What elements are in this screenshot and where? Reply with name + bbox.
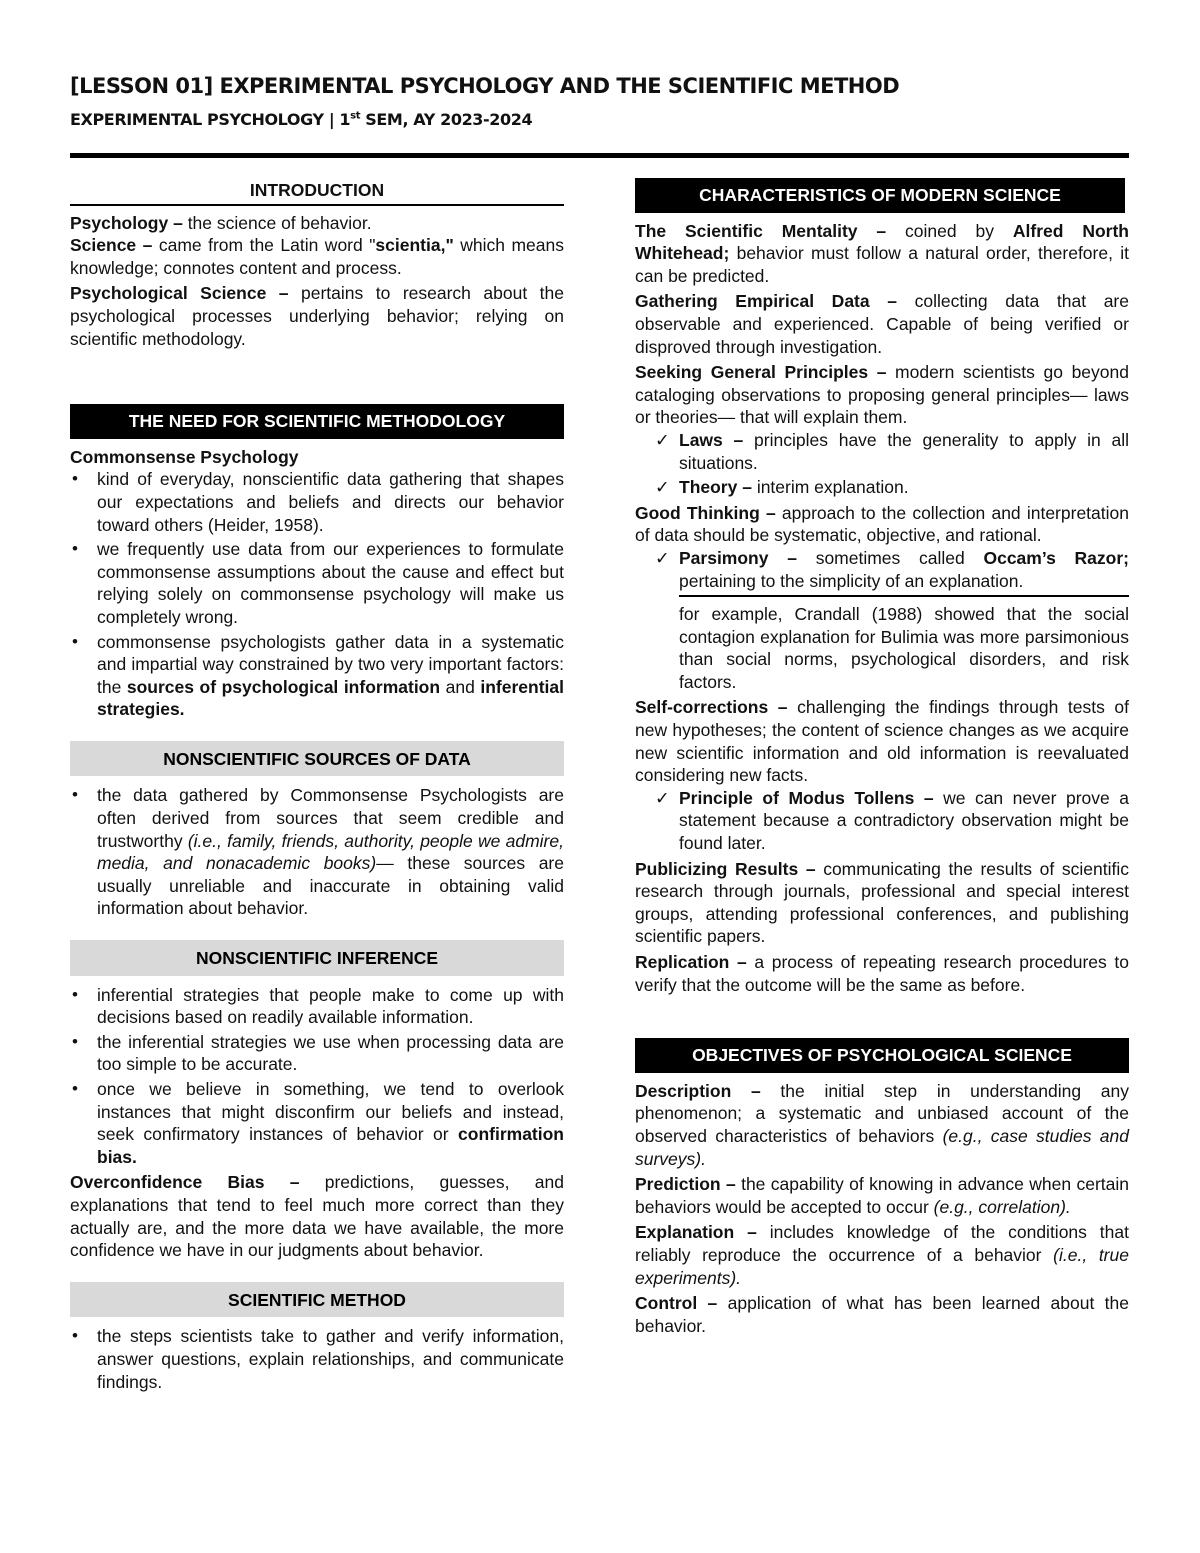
introduction-heading: INTRODUCTION xyxy=(70,176,564,206)
commonsense-list xyxy=(70,468,564,721)
control-objective: Control – application of what has been learned about the behavior. xyxy=(635,1293,1129,1336)
list-item: ✓ Laws – principles have the generality to apply in all situations. xyxy=(655,429,1129,473)
thinking-list xyxy=(635,547,1129,592)
list-item: ✓ Parsimony – sometimes called Occam’s Razor; pertaining to the simplicity of an explanation. xyxy=(655,547,1129,591)
sources-heading: NONSCIENTIFIC SOURCES OF DATA xyxy=(70,741,564,777)
commonsense-subheading: Commonsense Psychology xyxy=(70,446,299,467)
prediction-objective: Prediction – the capability of knowing in advance when certain behaviors would be accepted to occur (e.g., correlation). xyxy=(635,1174,1130,1217)
empirical-data: Gathering Empirical Data – collecting data that are observable and experienced. Capable of being verified or disproved through investigation. xyxy=(635,291,1129,357)
inference-heading: NONSCIENTIFIC INFERENCE xyxy=(70,940,564,976)
list-item: • the data gathered by Commonsense Psychologists are often derived from sources that seem credible and trustworthy (i.e., family, friends, authority, people we admire, media, and nonacademic books)— these sources are usually unreliable and inaccurate in obtaining valid information about behavior. xyxy=(70,784,564,920)
list-item: • once we believe in something, we tend to overlook instances that might disconfirm our beliefs and instead, seek confirmatory instances of behavior or confirmation bias. xyxy=(70,1078,564,1168)
subtitle-term: SEM, AY 2023-2024 xyxy=(360,110,533,129)
sources-list xyxy=(70,784,564,920)
header-divider xyxy=(70,153,1129,158)
list-item: • kind of everyday, nonscientific data gathering that shapes our expectations and beliefs and directs our behavior toward others (Heider, 1958). xyxy=(70,468,564,536)
right-column xyxy=(635,178,1129,1337)
list-item: • the steps scientists take to gather and verify information, answer questions, explain relationships, and communicate findings. xyxy=(70,1325,564,1393)
description-objective: Description – the initial step in understanding any phenomenon; a systematic and unbiased account of the observed characteristics of behaviors (e.g., case studies and surveys). xyxy=(635,1080,1129,1169)
general-principles: Seeking General Principles – modern scientists go beyond cataloging observations to proposing general principles— laws or theories— that will explain them. xyxy=(635,362,1129,428)
overconfidence-term: Overconfidence Bias – xyxy=(70,1172,325,1193)
list-item: • we frequently use data from our experiences to formulate commonsense assumptions about the cause and effect but relying solely on commonsense psychology will make us completely wrong. xyxy=(70,538,564,628)
list-item: • inferential strategies that people make to come up with decisions based on readily available information. xyxy=(70,984,564,1029)
psychology-term: Psychology – xyxy=(70,212,188,233)
science-term: Science – xyxy=(70,235,159,256)
characteristics-heading: CHARACTERISTICS OF MODERN SCIENCE xyxy=(635,178,1125,213)
scientific-mentality: The Scientific Mentality – coined by Alfred North Whitehead; behavior must follow a natural order, therefore, it can be predicted. xyxy=(635,220,1129,286)
left-column xyxy=(70,176,564,1393)
inference-list xyxy=(70,984,564,1169)
parsimony-example: for example, Crandall (1988) showed that the social contagion explanation for Bulimia was more parsimonious than social norms, psychological disorders, and risk factors. xyxy=(679,595,1129,693)
psychology-definition: Psychology – the science of behavior. xyxy=(70,212,372,233)
list-item: ✓ Principle of Modus Tollens – we can never prove a statement because a contradictory observation might be found later. xyxy=(655,787,1129,854)
subtitle-ordinal: st xyxy=(350,110,361,122)
page-title: [LESSON 01] EXPERIMENTAL PSYCHOLOGY AND THE SCIENTIFIC METHOD xyxy=(70,74,900,98)
psychological-science-term: Psychological Science – xyxy=(70,283,302,304)
need-heading: THE NEED FOR SCIENTIFIC METHODOLOGY xyxy=(70,404,564,439)
method-list xyxy=(70,1325,564,1393)
self-corrections: Self-corrections – challenging the findings through tests of new hypotheses; the content of science changes as we acquire new scientific information and old information is reevaluated considering new facts. xyxy=(635,697,1129,786)
check-icon: ✓ xyxy=(655,429,670,450)
selfcorr-list xyxy=(635,787,1129,855)
method-heading: SCIENTIFIC METHOD xyxy=(70,1282,564,1318)
publicizing-results: Publicizing Results – communicating the results of scientific research through journals, professional and special interest groups, attending professional conferences, and publishing scientific papers. xyxy=(635,858,1129,947)
principles-list xyxy=(635,429,1129,499)
explanation-objective: Explanation – includes knowledge of the conditions that reliably reproduce the occurrence of a behavior (i.e., true experiments). xyxy=(635,1222,1129,1288)
list-item: • commonsense psychologists gather data in a systematic and impartial way constrained by two very important factors: the sources of psychological information and inferential strategies. xyxy=(70,631,564,721)
check-icon: ✓ xyxy=(655,477,670,498)
good-thinking: Good Thinking – approach to the collection and interpretation of data should be systematic, objective, and rational. xyxy=(635,502,1129,546)
list-item: • the inferential strategies we use when processing data are too simple to be accurate. xyxy=(70,1031,564,1076)
list-item: ✓ Theory – interim explanation. xyxy=(655,477,909,498)
subtitle-course: EXPERIMENTAL PSYCHOLOGY | 1 xyxy=(70,110,351,129)
science-definition: Science – came from the Latin word "scientia," which means knowledge; connotes content and process. xyxy=(70,235,564,278)
check-icon: ✓ xyxy=(655,787,670,808)
overconfidence-definition: Overconfidence Bias – predictions, guesses, and explanations that tend to feel much more correct than they actually are, and the more data we have available, the more confidence we have in our judgments about behavior. xyxy=(70,1172,564,1261)
objectives-heading: OBJECTIVES OF PSYCHOLOGICAL SCIENCE xyxy=(635,1038,1129,1073)
check-icon: ✓ xyxy=(655,547,670,568)
psychological-science-definition: Psychological Science – pertains to research about the psychological processes underlying behavior; relying on scientific methodology. xyxy=(70,283,564,349)
replication: Replication – a process of repeating research procedures to verify that the outcome will be the same as before. xyxy=(635,952,1130,995)
page-subtitle xyxy=(70,110,532,129)
